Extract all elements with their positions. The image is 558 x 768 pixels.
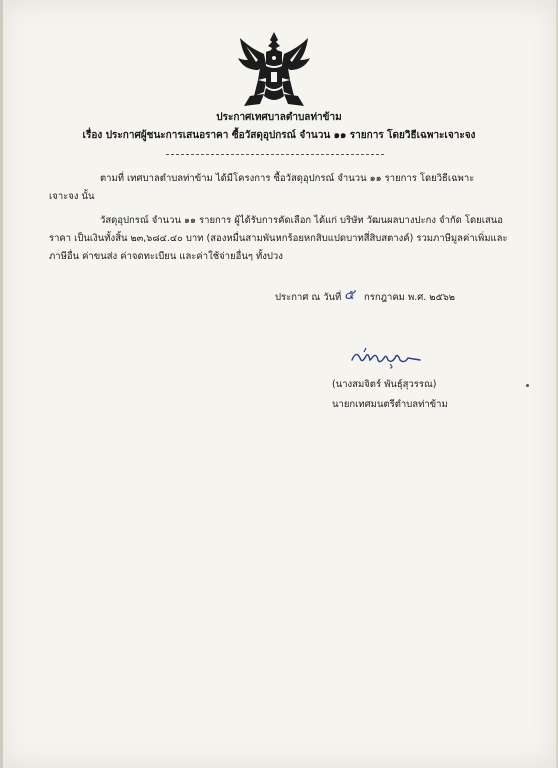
date-prefix: ประกาศ ณ วันที่ bbox=[275, 292, 342, 303]
paragraph-2-line-1: วัสดุอุปกรณ์ จำนวน ๑๑ รายการ ผู้ได้รับการคัดเลือก ได้แก่ บริษัท วัฒนผลบางปะกง จำกัด โดยเสนอ bbox=[100, 215, 503, 226]
document-subject: เรื่อง ประกาศผู้ชนะการเสนอราคา ซื้อวัสดุอุปกรณ์ จำนวน ๑๑ รายการ โดยวิธีเฉพาะเจาะจง bbox=[82, 130, 476, 141]
date-day-handwritten: ๕ bbox=[344, 287, 355, 303]
document-title: ประกาศเทศบาลตำบลท่าข้าม bbox=[216, 112, 342, 123]
signatory-name: (นางสมจิตร์ พันธุ์สุวรรณ) bbox=[332, 379, 437, 390]
header-divider bbox=[166, 154, 384, 155]
signatory-position: นายกเทศมนตรีตำบลท่าข้าม bbox=[332, 399, 448, 410]
scan-speck bbox=[526, 384, 529, 387]
garuda-emblem-icon bbox=[236, 30, 312, 108]
signature-icon bbox=[350, 346, 422, 370]
paragraph-1-line-2: เจาะจง นั้น bbox=[49, 191, 95, 202]
date-month-year: กรกฎาคม พ.ศ. ๒๕๖๒ bbox=[364, 292, 456, 303]
paragraph-1-line-1: ตามที่ เทศบาลตำบลท่าข้าม ได้มีโครงการ ซื้อวัสดุอุปกรณ์ จำนวน ๑๑ รายการ โดยวิธีเฉพาะ bbox=[100, 173, 475, 184]
paragraph-2-line-2: ราคา เป็นเงินทั้งสิ้น ๒๓,๖๘๔.๔๐ บาท (สองหมื่นสามพันหกร้อยหกสิบแปดบาทสี่สิบสตางค์) รวมภาษีมูลค่าเพิ่มและ bbox=[49, 233, 508, 244]
paragraph-2-line-3: ภาษีอื่น ค่าขนส่ง ค่าจดทะเบียน และค่าใช้จ่ายอื่นๆ ทั้งปวง bbox=[49, 251, 283, 262]
